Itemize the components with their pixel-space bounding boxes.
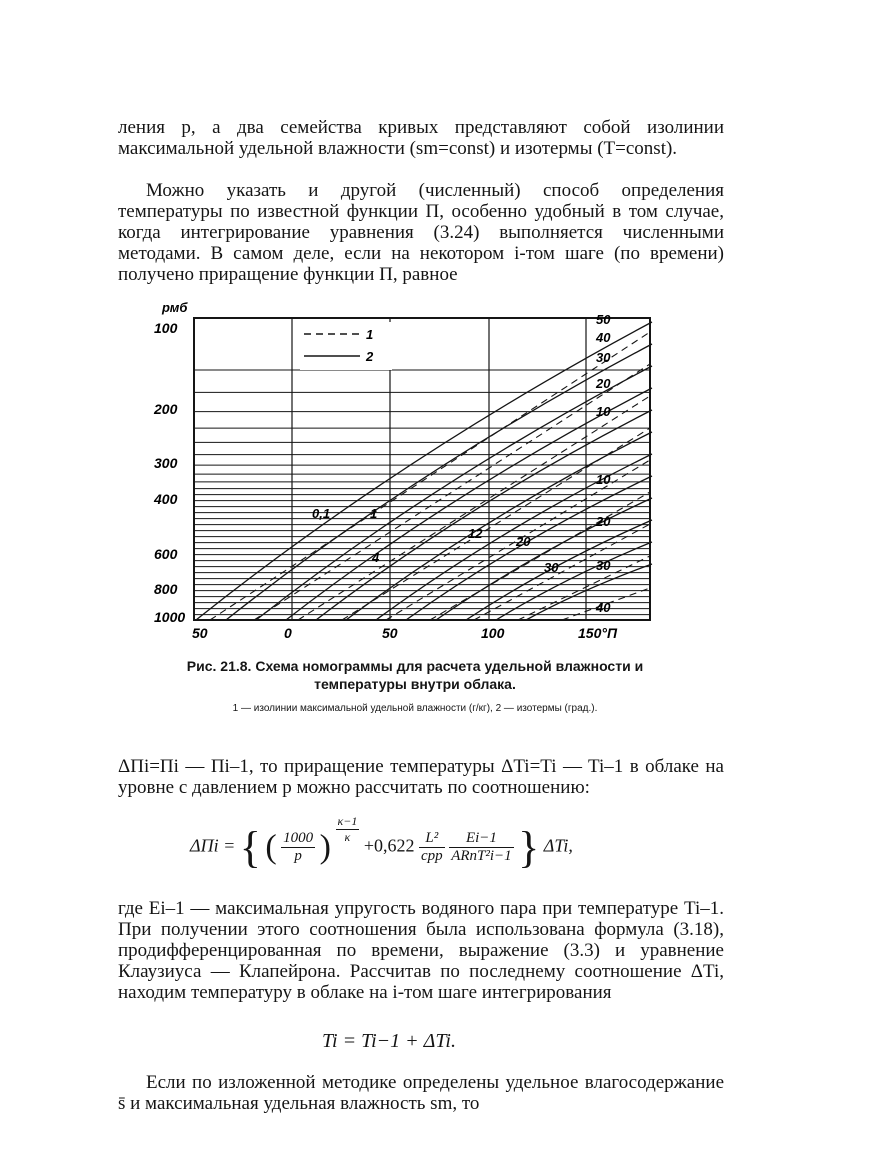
y-unit-label: рмб (162, 300, 188, 315)
y-tick-3: 400 (154, 491, 178, 507)
figure-legend-text: 1 — изолинии максимальной удельной влажности (г/кг), 2 — изотермы (град.). (232, 703, 598, 714)
formula-lhs: ΔПi = (190, 835, 236, 856)
humidity-curve-6 (474, 524, 650, 620)
curve-label-1: 1 (370, 506, 378, 521)
isotherm-curve-2 (256, 366, 652, 620)
curve-label-0: 0,1 (312, 506, 331, 521)
right-label-top-2: 30 (596, 350, 611, 365)
formula-delta-pi: ΔПi = { ( $\frac{1000}{p}$ ) $\frac{\kappa-1}{\kappa}$ +0,622 L² cpp Ei−1 ARпT²i−1 } ΔTi, (190, 814, 573, 872)
chart-curves (196, 322, 652, 620)
curve-label-3: 12 (468, 526, 483, 541)
isotherm-curve-8 (436, 498, 652, 620)
isotherm-curve-0 (196, 322, 652, 620)
humidity-curve-0 (210, 332, 650, 620)
legend-label-0: 1 (366, 327, 374, 342)
y-tick-0: 100 (154, 320, 178, 336)
right-label-top-1: 40 (596, 330, 611, 345)
paragraph-3: ΔПi=Пi — Пi–1, то приращение температуры ΔTi=Ti — Ti–1 в облаке на уровне с давлением p можно рассчитать по соотношению: (118, 756, 724, 798)
figure-caption: Рис. 21.8. Схема номограммы для расчета удельной влажности и температуры внутри облака. (186, 658, 644, 692)
y-tick-2: 300 (154, 455, 178, 471)
legend-box (300, 322, 392, 370)
right-label-bottom-0: 20 (596, 514, 611, 529)
e-den: ARпT²i−1 (451, 848, 512, 864)
curve-label-4: 20 (516, 534, 531, 549)
curve-label-5: 30 (544, 560, 559, 575)
right-label-top-4: 10 (596, 404, 611, 419)
right-label-bottom-2: 40 (596, 600, 611, 615)
humidity-curve-2 (298, 396, 650, 620)
formula-plus: +0,622 (363, 835, 415, 856)
frac-den: p (294, 848, 302, 864)
formula-ti: Ti = Ti−1 + ΔTi. (322, 1030, 456, 1052)
l-num: L² (419, 830, 445, 848)
y-tick-1: 200 (154, 401, 178, 417)
x-tick-0: 50 (192, 625, 208, 641)
paragraph-5: Если по изложенной методике определены удельное влагосодержание s̄ и максимальная удельная влажность sm, то (118, 1072, 724, 1114)
x-tick-1: 0 (284, 625, 292, 641)
exp-den: κ (344, 830, 351, 844)
y-tick-4: 600 (154, 546, 178, 562)
right-label-bottom-1: 30 (596, 558, 611, 573)
legend-label-1: 2 (366, 349, 374, 364)
y-tick-5: 800 (154, 581, 178, 597)
right-label-top-5: 10 (596, 472, 611, 487)
paragraph-4: где Ei–1 — максимальная упругость водяного пара при температуре Ti–1. При получении этого соотношения была использована формула (3.18), продифференцированная по времени, выражение (3.3) и уравнение Клаузиуса — Клапейрона. Рассчитав по последнему соотношение ΔTi, находим температуру в облаке на i-том шаге интегрирования (118, 898, 724, 1003)
nomogram-chart (150, 296, 670, 652)
x-tick-3: 100 (481, 625, 505, 641)
curve-label-2: 4 (372, 550, 380, 565)
l-den: cpp (421, 848, 443, 864)
x-tick-2: 50 (382, 625, 398, 641)
right-label-top-3: 20 (596, 376, 611, 391)
formula-rhs: ΔTi, (543, 835, 573, 856)
exp-num: κ−1 (337, 814, 358, 828)
paragraph-1: ления p, а два семейства кривых представляют собой изолинии максимальной удельной влажности (sm=const) и изотермы (T=const). (118, 117, 724, 159)
isotherm-curve-9 (466, 520, 652, 620)
humidity-curve-5 (430, 492, 650, 620)
paragraph-2: Можно указать и другой (численный) способ определения температуры по известной функции П, особенно удобный в том случае, когда интегрирование уравнения (3.24) выполняется численными методами. В самом деле, если на некотором i-том шаге (по времени) получено приращение функции П, равное (118, 180, 724, 285)
e-num: Ei−1 (449, 830, 513, 848)
humidity-curve-1 (254, 364, 650, 620)
right-label-top-0: 50 (596, 312, 611, 327)
y-tick-6: 1000 (154, 609, 186, 625)
x-tick-4: 150°П (578, 625, 618, 641)
humidity-curve-7 (518, 556, 650, 620)
frac-num: 1000 (283, 830, 314, 846)
